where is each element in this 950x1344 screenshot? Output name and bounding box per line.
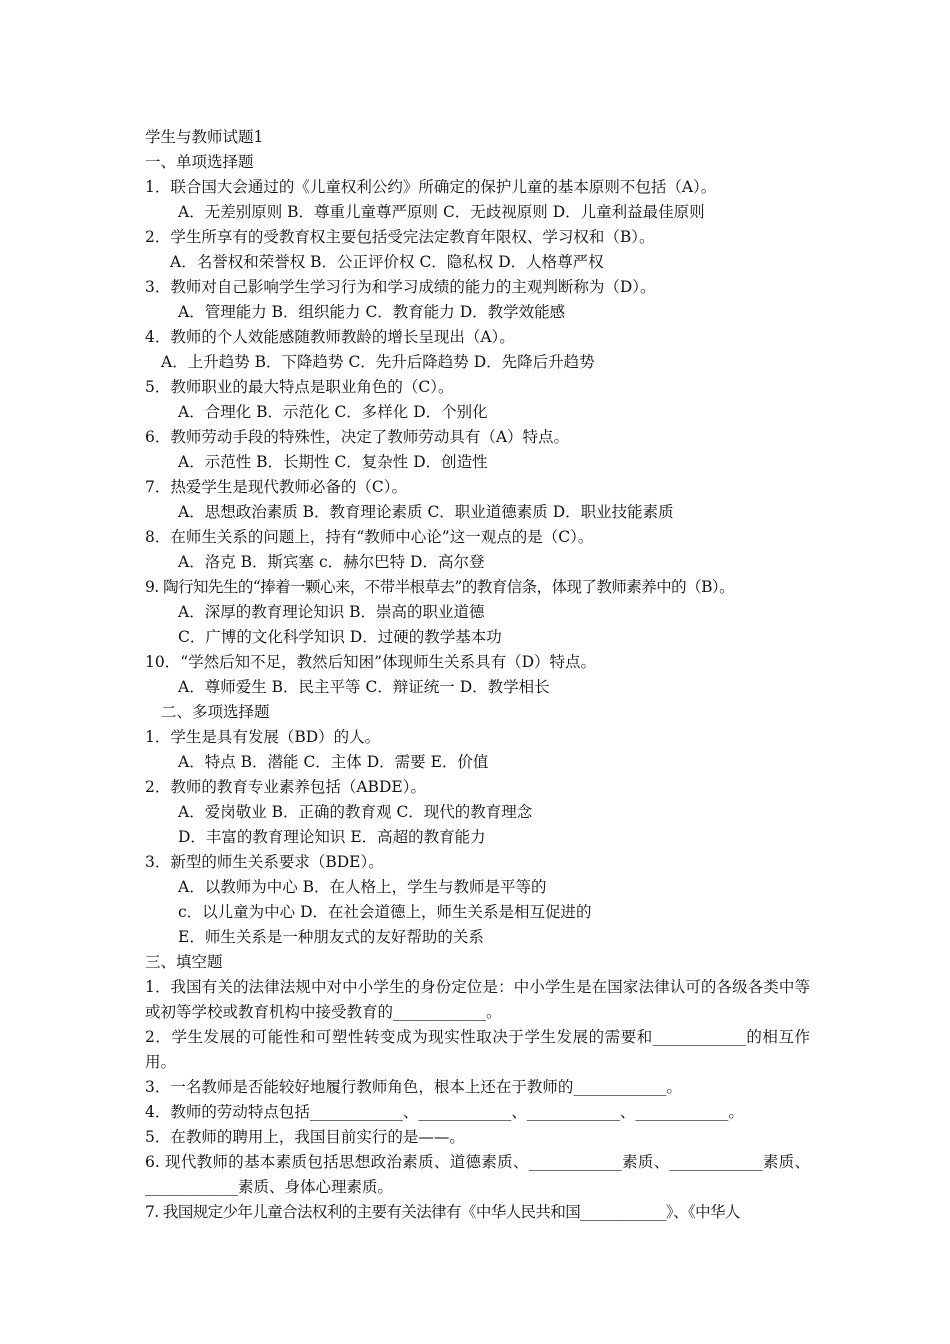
question-options: A．爱岗敬业 B．正确的教育观 C．现代的教育理念 — [178, 803, 533, 821]
question-text: 1．我国有关的法律法规中对中小学生的身份定位是：中小学生是在国家法律认可的各级各类中等或初等学校或教育机构中接受教育的____________。 — [145, 978, 810, 1021]
question-text: 10．“学然后知不足，教然后知困”体现师生关系具有（D）特点。 — [145, 653, 597, 671]
question-text: 1．联合国大会通过的《儿童权利公约》所确定的保护儿童的基本原则不包括（A）。 — [145, 178, 717, 196]
question-options: A．洛克 B．斯宾塞 c．赫尔巴特 D．高尔登 — [178, 553, 485, 571]
question-text: 2．学生发展的可能性和可塑性转变成为现实性取决于学生发展的需要和____________的相互作用。 — [145, 1028, 810, 1071]
question-text: 5．教师职业的最大特点是职业角色的（C）。 — [145, 378, 454, 396]
question-options: E．师生关系是一种朋友式的友好帮助的关系 — [178, 928, 484, 946]
question-options: A．合理化 B．示范化 C．多样化 D．个别化 — [178, 403, 488, 421]
question-text: 3．一名教师是否能较好地履行教师角色，根本上还在于教师的____________。 — [145, 1078, 682, 1096]
question-options: C．广博的文化科学知识 D．过硬的教学基本功 — [178, 628, 502, 646]
question-text: 9. 陶行知先生的“捧着一颗心来，不带半根草去”的教育信条，体现了教师素养中的（B）。 — [145, 578, 735, 596]
document-body — [145, 125, 810, 1225]
question-text: 3．新型的师生关系要求（BDE）。 — [145, 853, 384, 871]
document-title: 学生与教师试题1 — [145, 128, 264, 146]
section-heading-multiple-choice: 二、多项选择题 — [161, 703, 270, 721]
question-text: 6．教师劳动手段的特殊性，决定了教师劳动具有（A）特点。 — [145, 428, 570, 446]
question-text: 1．学生是具有发展（BD）的人。 — [145, 728, 381, 746]
question-text: 7．热爱学生是现代教师必备的（C）。 — [145, 478, 407, 496]
question-text: 3．教师对自己影响学生学习行为和学习成绩的能力的主观判断称为（D）。 — [145, 278, 656, 296]
question-options: A．特点 B．潜能 C．主体 D．需要 E．价值 — [178, 753, 489, 771]
question-options: A．无差别原则 B．尊重儿童尊严原则 C．无歧视原则 D．儿童利益最佳原则 — [178, 203, 705, 221]
question-options: A．思想政治素质 B．教育理论素质 C．职业道德素质 D．职业技能素质 — [178, 503, 674, 521]
question-text: 8．在师生关系的问题上，持有“教师中心论”这一观点的是（C）。 — [145, 528, 594, 546]
question-options: A．尊师爱生 B．民主平等 C．辩证统一 D．教学相长 — [178, 678, 550, 696]
question-options: A．以教师为中心 B．在人格上，学生与教师是平等的 — [178, 878, 547, 896]
section-heading-single-choice: 一、单项选择题 — [145, 153, 254, 171]
question-options: c．以儿童为中心 D．在社会道德上，师生关系是相互促进的 — [178, 903, 592, 921]
section-heading-fill-in-blank: 三、填空题 — [145, 953, 223, 971]
question-options: A．管理能力 B．组织能力 C．教育能力 D．教学效能感 — [178, 303, 566, 321]
question-text: 4．教师的劳动特点包括____________、____________、____________、____________。 — [145, 1103, 744, 1121]
question-options: A．示范性 B．长期性 C．复杂性 D．创造性 — [178, 453, 488, 471]
question-options: A．上升趋势 B．下降趋势 C．先升后降趋势 D．先降后升趋势 — [161, 353, 595, 371]
question-options: A．深厚的教育理论知识 B．崇高的职业道德 — [178, 603, 485, 621]
question-options: D．丰富的教育理论知识 E．高超的教育能力 — [178, 828, 486, 846]
question-text: 2．教师的教育专业素养包括（ABDE）。 — [145, 778, 426, 796]
question-text: 2．学生所享有的受教育权主要包括受完法定教育年限权、学习权和（B）。 — [145, 228, 655, 246]
question-text: 6. 现代教师的基本素质包括思想政治素质、道德素质、____________素质、____________素质、____________素质、身体心理素质。 — [145, 1153, 810, 1196]
question-options: A．名誉权和荣誉权 B．公正评价权 C．隐私权 D．人格尊严权 — [170, 253, 604, 271]
question-text: 5．在教师的聘用上，我国目前实行的是——。 — [145, 1128, 465, 1146]
question-text: 7. 我国规定少年儿童合法权利的主要有关法律有《中华人民共和国____________》、《中华人 — [145, 1203, 740, 1221]
question-text: 4．教师的个人效能感随教师教龄的增长呈现出（A）。 — [145, 328, 515, 346]
